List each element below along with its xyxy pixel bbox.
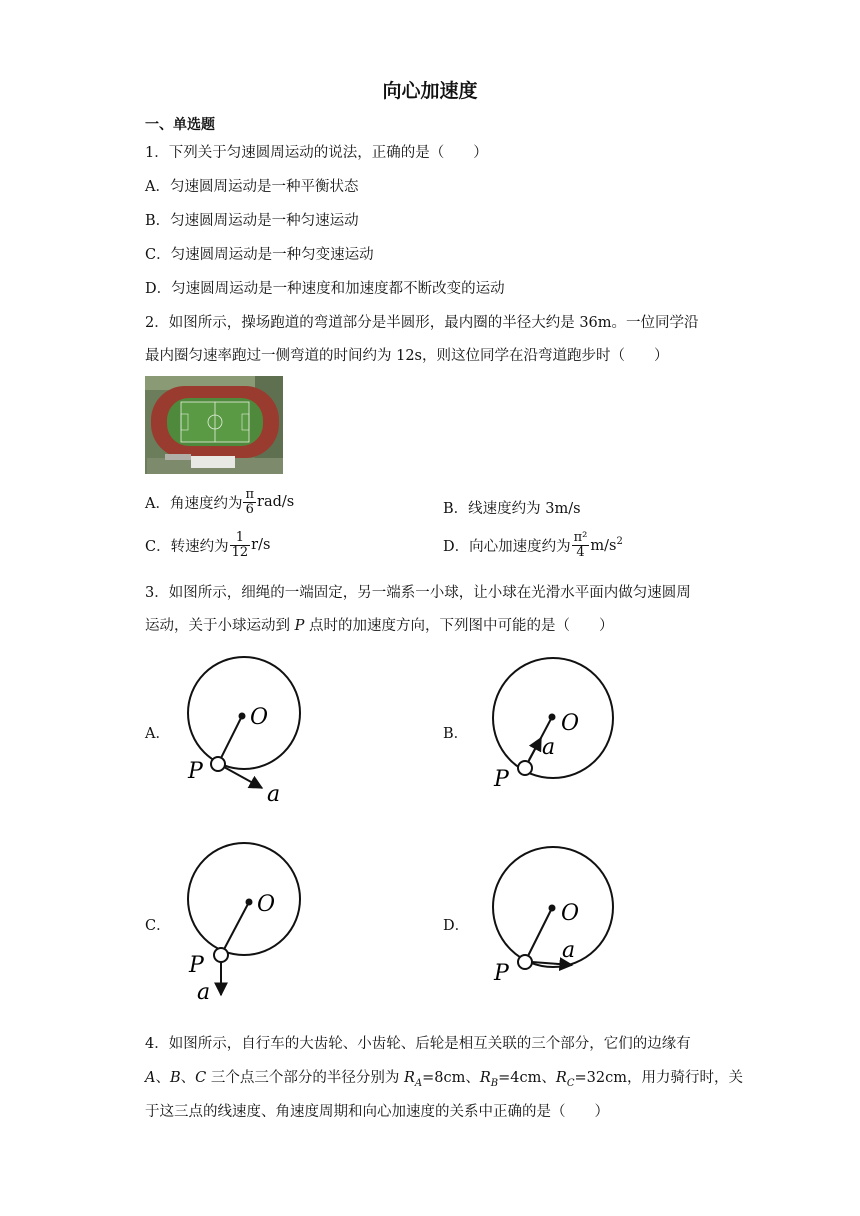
accel-arrow-a xyxy=(224,767,262,788)
question-3-line-2: 运动，关于小球运动到 P 点时的加速度方向，下列图中可能的是（ ） xyxy=(145,618,614,634)
ball-p xyxy=(518,761,532,775)
section-heading: 一、单选题 xyxy=(145,117,215,133)
diagram-c xyxy=(188,843,300,1005)
question-3-line-1: 3．如图所示，细绳的一端固定，另一端系一小球，让小球在光滑水平面内做匀速圆周 xyxy=(145,585,691,601)
label-o: O xyxy=(561,901,580,926)
label-a: a xyxy=(562,938,576,963)
q3-option-c-label: C． xyxy=(145,918,171,934)
ball-p xyxy=(518,955,532,969)
label-p: P xyxy=(188,759,203,784)
q3-option-a-label: A． xyxy=(145,726,170,742)
question-1-stem: 1．下列关于匀速圆周运动的说法，正确的是（ ） xyxy=(145,145,488,161)
q1-option-a: A．匀速圆周运动是一种平衡状态 xyxy=(145,179,359,195)
q2-option-a: A．角速度约为 $\frac{\pi}{6}$ rad/s xyxy=(145,487,295,517)
label-p: P xyxy=(189,953,204,978)
label-a: a xyxy=(197,980,211,1005)
question-2-line-2: 最内圈匀速率跑过一侧弯道的时间约为 12s，则这位同学在沿弯道跑步时（ ） xyxy=(145,348,669,364)
label-p: P xyxy=(494,961,509,986)
label-p: P xyxy=(494,767,509,792)
q1-option-c: C．匀速圆周运动是一种匀变速运动 xyxy=(145,247,374,263)
q3-option-b-label: B． xyxy=(443,726,469,742)
q1-option-d: D．匀速圆周运动是一种速度和加速度都不断改变的运动 xyxy=(145,281,505,297)
question-4-line-1: 4．如图所示，自行车的大齿轮、小齿轮、后轮是相互关联的三个部分，它们的边缘有 xyxy=(145,1036,691,1052)
ball-p xyxy=(211,757,225,771)
page-title: 向心加速度 xyxy=(382,80,478,102)
q3-option-d-label: D． xyxy=(443,918,470,934)
ball-p xyxy=(214,948,228,962)
label-o: O xyxy=(250,705,269,730)
label-o: O xyxy=(257,892,276,917)
label-a: a xyxy=(267,782,281,807)
question-4-line-2: A、B、C 三个点三个部分的半径分别为 $R_A=8cm$、$R_B=4cm$、$R_C=32cm$，用力骑行时，关 xyxy=(145,1070,743,1089)
question-2-line-1: 2．如图所示，操场跑道的弯道部分是半圆形，最内圈的半径大约是 36m。一位同学沿 xyxy=(145,315,699,331)
diagram-d xyxy=(493,847,613,986)
accel-arrow-b xyxy=(529,738,541,760)
diagram-a xyxy=(187,657,300,807)
q1-option-b: B．匀速圆周运动是一种匀速运动 xyxy=(145,213,359,229)
question-4-line-3: 于这三点的线速度、角速度周期和向心加速度的关系中正确的是（ ） xyxy=(145,1104,609,1120)
q2-option-b: B．线速度约为 3m/s xyxy=(443,501,581,517)
label-o: O xyxy=(561,711,580,736)
label-a: a xyxy=(542,735,556,760)
q2-option-d: D．向心加速度约为 $\frac{\text{π²}}{4}$ $m/s^2$ xyxy=(443,530,623,560)
diagram-b xyxy=(493,658,613,792)
q2-option-c: C．转速约为 $\frac{1}{12}$ r/s xyxy=(145,530,271,560)
